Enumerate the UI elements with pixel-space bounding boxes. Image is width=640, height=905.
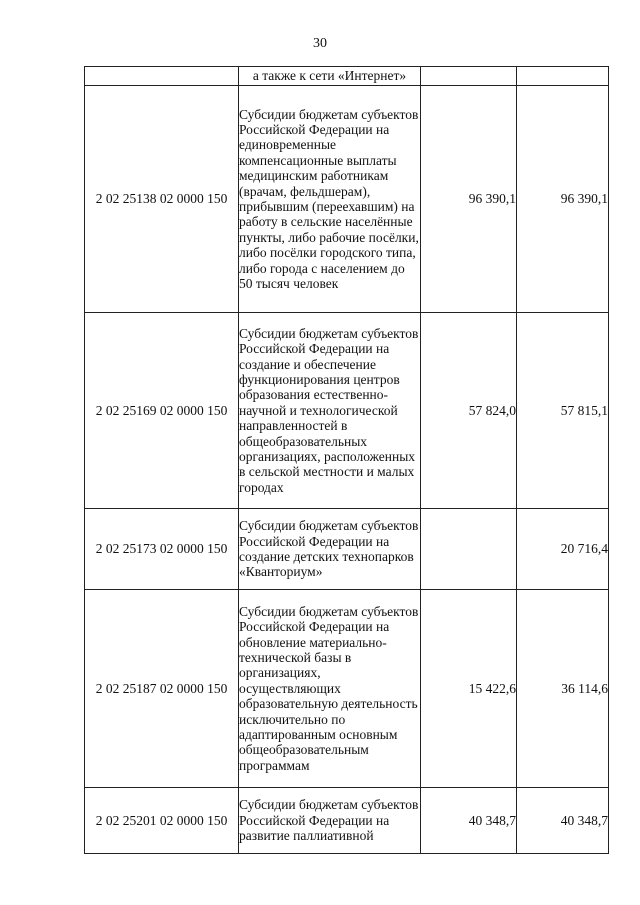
- cell-value-2: 96 390,1: [517, 86, 609, 313]
- cell-name: Субсидии бюджетам субъектов Российской Федерации на создание детских технопарков «Кванториум»: [239, 509, 421, 590]
- cell-code: 2 02 25201 02 0000 150: [85, 788, 239, 854]
- cell-value-2: [517, 67, 609, 86]
- cell-name: Субсидии бюджетам субъектов Российской Федерации на единовременные компенсационные выплаты медицинским работникам (врачам, фельдшерам), прибывшим (переехавшим) на работу в сельские населённые пункты, либо рабочие посёлки, либо посёлки городского типа, либо города с населением до 50 тысяч человек: [239, 86, 421, 313]
- cell-name: Субсидии бюджетам субъектов Российской Федерации на обновление материально-технической базы в организациях, осуществляющих образовательную деятельность исключительно по адаптированным основным общеобразовательным программам: [239, 590, 421, 788]
- cell-value-1: 40 348,7: [421, 788, 517, 854]
- cell-name: Субсидии бюджетам субъектов Российской Федерации на развитие паллиативной: [239, 788, 421, 854]
- table-row: [85, 509, 609, 590]
- cell-code: [85, 67, 239, 86]
- cell-name: а также к сети «Интернет»: [239, 67, 421, 86]
- table-row: [85, 313, 609, 509]
- table-row-continuation: [85, 67, 609, 86]
- table-row: [85, 788, 609, 854]
- cell-name: Субсидии бюджетам субъектов Российской Федерации на создание и обеспечение функционирования центров образования естественно-научной и технологической направленностей в общеобразовательных организациях, расположенных в сельской местности и малых городах: [239, 313, 421, 509]
- cell-value-1: 57 824,0: [421, 313, 517, 509]
- cell-code: 2 02 25187 02 0000 150: [85, 590, 239, 788]
- cell-value-1: 15 422,6: [421, 590, 517, 788]
- cell-code: 2 02 25138 02 0000 150: [85, 86, 239, 313]
- cell-value-1: 96 390,1: [421, 86, 517, 313]
- budget-revenue-table: [84, 66, 609, 854]
- page-number: 30: [313, 36, 327, 51]
- cell-value-2: 36 114,6: [517, 590, 609, 788]
- cell-value-2: 57 815,1: [517, 313, 609, 509]
- table-row: [85, 590, 609, 788]
- table-row: [85, 86, 609, 313]
- cell-value-2: 40 348,7: [517, 788, 609, 854]
- cell-code: 2 02 25173 02 0000 150: [85, 509, 239, 590]
- cell-value-2: 20 716,4: [517, 509, 609, 590]
- cell-value-1: [421, 509, 517, 590]
- cell-code: 2 02 25169 02 0000 150: [85, 313, 239, 509]
- cell-value-1: [421, 67, 517, 86]
